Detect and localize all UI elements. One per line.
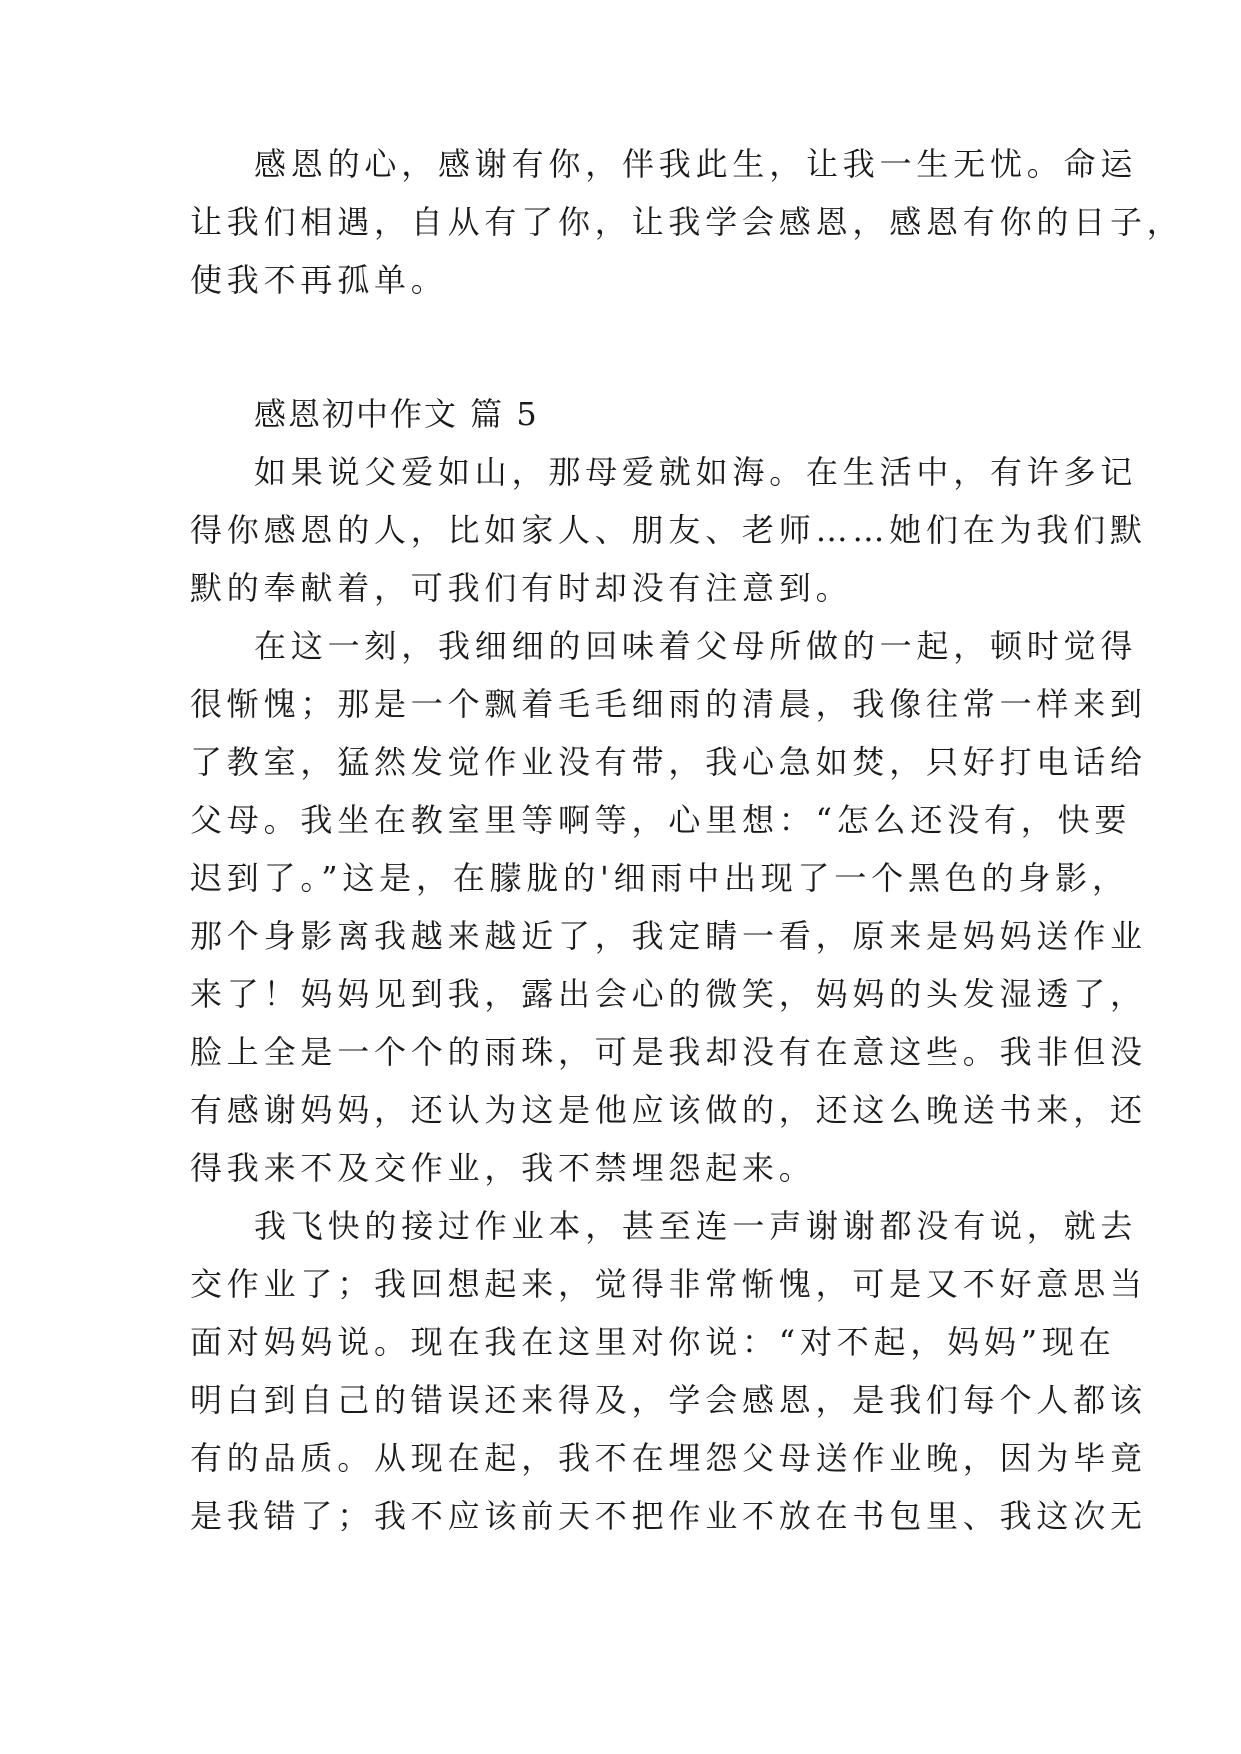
paragraph-2-line-1: 在这一刻，我细细的回味着父母所做的一起，顿时觉得 (254, 627, 1138, 665)
paragraph-1-line-2: 得你感恩的人，比如家人、朋友、老师……她们在为我们默 (190, 511, 1147, 549)
paragraph-2-line-2: 很惭愧；那是一个飘着毛毛细雨的清晨，我像往常一样来到 (190, 685, 1147, 723)
paragraph-3-line-6: 是我错了；我不应该前天不把作业不放在书包里、我这次无 (190, 1497, 1147, 1535)
paragraph-3-line-3: 面对妈妈说。现在我在这里对你说：“对不起，妈妈”现在 (190, 1323, 1116, 1361)
paragraph-2-line-10: 得我来不及交作业，我不禁埋怨起来。 (190, 1149, 816, 1187)
paragraph-2-line-9: 有感谢妈妈，还认为这是他应该做的，还这么晚送书来，还 (190, 1091, 1147, 1129)
paragraph-3-line-4: 明白到自己的错误还来得及，学会感恩，是我们每个人都该 (190, 1381, 1147, 1419)
paragraph-2-line-6: 那个身影离我越来越近了，我定睛一看，原来是妈妈送作业 (190, 917, 1147, 955)
paragraph-2-line-3: 了教室，猛然发觉作业没有带，我心急如焚，只好打电话给 (190, 743, 1147, 781)
paragraph-2-line-7: 来了！妈妈见到我，露出会心的微笑，妈妈的头发湿透了， (190, 975, 1147, 1013)
paragraph-2-line-8: 脸上全是一个个的雨珠，可是我却没有在意这些。我非但没 (190, 1033, 1147, 1071)
paragraph-3-line-5: 有的品质。从现在起，我不在埋怨父母送作业晚，因为毕竟 (190, 1439, 1147, 1477)
intro-line-3: 使我不再孤单。 (190, 261, 448, 299)
paragraph-1-line-3: 默的奉献着，可我们有时却没有注意到。 (190, 569, 853, 607)
intro-line-2: 让我们相遇，自从有了你，让我学会感恩，感恩有你的日子， (190, 203, 1184, 241)
paragraph-3-line-2: 交作业了；我回想起来，觉得非常惭愧，可是又不好意思当 (190, 1265, 1147, 1303)
paragraph-2-line-5: 迟到了。”这是，在朦胧的'细雨中出现了一个黑色的身影， (190, 859, 1129, 897)
paragraph-1-line-1: 如果说父爱如山，那母爱就如海。在生活中，有许多记 (254, 453, 1138, 491)
paragraph-3-line-1: 我飞快的接过作业本，甚至连一声谢谢都没有说，就去 (254, 1207, 1138, 1245)
intro-line-1: 感恩的心，感谢有你，伴我此生，让我一生无忧。命运 (254, 145, 1138, 183)
paragraph-2-line-4: 父母。我坐在教室里等啊等，心里想：“怎么还没有，快要 (190, 801, 1132, 839)
section-heading: 感恩初中作文 篇 5 (254, 395, 539, 433)
